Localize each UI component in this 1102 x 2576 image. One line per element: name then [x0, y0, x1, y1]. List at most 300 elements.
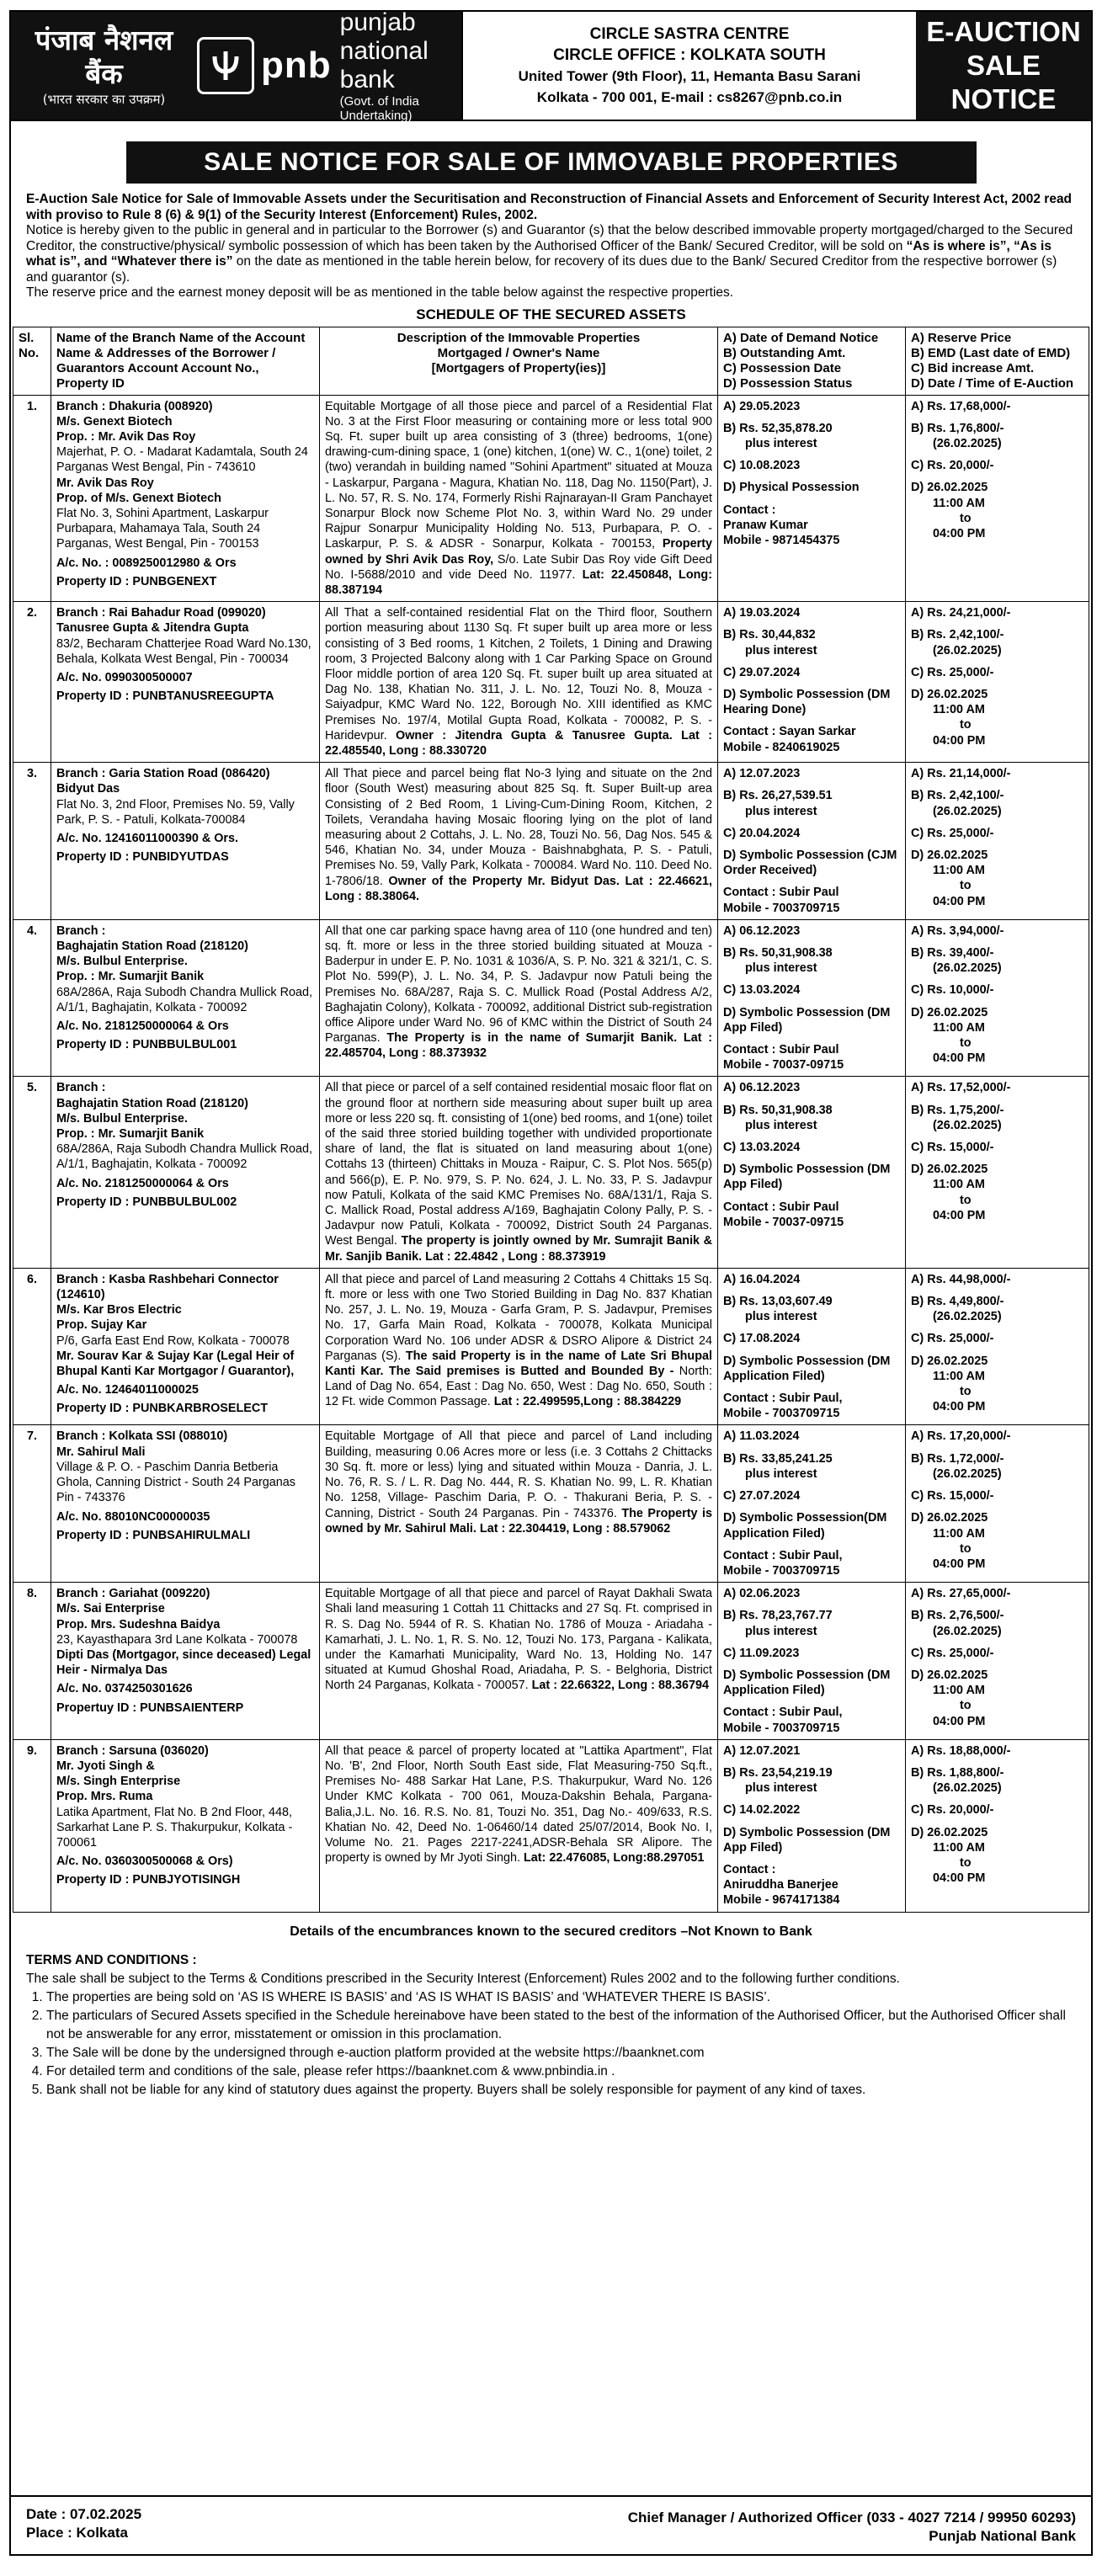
contact-mobile: Mobile - 7003709715: [723, 1563, 840, 1578]
desc-latlong: Lat : 22.46621, Long : 88.38064.: [325, 874, 713, 903]
row-branch: [51, 763, 320, 920]
header-res-d: D) Date / Time of E-Auction: [911, 375, 1074, 391]
spacer: [723, 1855, 900, 1862]
header-dates-d: D) Possession Status: [723, 375, 853, 391]
auction-end: 04:00 PM: [933, 1871, 986, 1886]
spacer: [911, 841, 1083, 848]
table-body: [13, 395, 1089, 1912]
emd-value: Rs. 1,72,000/-: [927, 1451, 1004, 1466]
auction-start: 11:00 AM: [933, 496, 985, 510]
bid-increase-value: Rs. 20,000/-: [927, 1803, 994, 1818]
demand-date: A) 19.03.2024: [723, 606, 801, 620]
terms-item-1: 1. The properties are being sold on ‘AS IS WHERE IS BASIS’ and ‘AS IS WHAT IS BASIS’ and ‘WHATEVER THERE IS BASIS’.: [46, 1988, 1076, 2007]
possession-status-value: Symbolic Possession (CJM Order Received): [723, 848, 897, 878]
reserve-price-value: Rs. 3,94,000/-: [927, 923, 1004, 938]
auction-to: to: [960, 1855, 972, 1870]
branch-line: Property ID : PUNBIDYUTDAS: [56, 850, 229, 865]
bid-increase: C) Rs. 20,000/-: [911, 459, 994, 473]
intro-paragraph-2: [26, 223, 1076, 285]
emd-amount: B) Rs. 2,76,500/-: [911, 1609, 1004, 1623]
possession-date: C) 20.04.2024: [723, 826, 801, 840]
desc-text: All that piece and parcel of Land measuring 2 Cottahs 4 Chittaks 15 Sq. ft. more or less with one Two Storied Building in Dag No. 837 Khatian No. 257, J. L. No. 19, Mouza - Garfa Gram, P. S. Jadavpur, Premises No. 17, Garfa Main Road, Kolkata - 700078, Kolkata Municipal Corporation Ward No. 106 under ADSR & DSRO Alipore & District 24 Parganas (S).: [325, 1272, 712, 1363]
demand-date-value: 06.12.2023: [739, 1081, 801, 1095]
auction-date-value: 26.02.2025: [927, 1163, 988, 1177]
spacer: [723, 1796, 900, 1802]
contact-mobile: Mobile - 70037-09715: [723, 1215, 844, 1229]
banner-wrap: [11, 121, 1091, 192]
row-branch: [51, 1268, 320, 1425]
bid-increase: C) Rs. 25,000/-: [911, 665, 994, 679]
schedule-title: SCHEDULE OF THE SECURED ASSETS: [416, 306, 686, 322]
auction-end: 04:00 PM: [933, 733, 986, 748]
branch-line: Bidyut Das: [56, 782, 120, 796]
branch-line: 83/2, Becharam Chatterjee Road Ward No.130, Behala, Kolkata West Bengal, Pin - 700034: [56, 636, 311, 666]
outstanding-amt: B) Rs. 52,35,878.20: [723, 421, 833, 435]
header-dates-b: B) Outstanding Amt.: [723, 345, 846, 360]
branch-line: Branch : Kasba Rashbehari Connector (124610): [56, 1272, 279, 1302]
auction-start: 11:00 AM: [933, 1020, 985, 1035]
spacer: [723, 1818, 900, 1825]
branch-line: 68A/286A, Raja Subodh Chandra Mullick Road, A/1/1, Baghajatin, Kolkata - 700092: [56, 1142, 312, 1172]
auction-date: D) 26.02.2025: [911, 848, 988, 862]
spacer: [911, 1324, 1083, 1331]
desc-tail: [673, 729, 681, 742]
reserve-price: A) Rs. 21,14,000/-: [911, 767, 1011, 781]
spacer: [723, 819, 900, 826]
row-reserve: [906, 1268, 1089, 1425]
spacer: [723, 939, 900, 945]
desc-text: All That piece and parcel being flat No-3 lying and situate on the 2nd floor (South West) measuring about 825 Sq. ft. Super Built-up area Consisting of 2 Bed Room, 1 Living-Cum-Dining Room, Kitchen, 2 Toilets, Verandaha having Mosaic flooring lying on the plot of land measuring about 2 Cottahs, J. L. No. 28, Touzi No. 56, Dag Nos. 545 & 546, Khatian No. 34, under Mouza - Baishnabghata, P. S. - Patuli, Premises No. 59, Vally Park, Kolkata - 700084. Ward No. 110. Deed No. 1-7806/18.: [325, 767, 712, 888]
spacer: [723, 473, 900, 480]
branch-line: Property ID : PUNBKARBROSELECT: [56, 1402, 269, 1416]
spacer: [723, 841, 900, 848]
auction-date: D) 26.02.2025: [911, 1668, 988, 1682]
outstanding-interest: plus interest: [745, 961, 817, 976]
table-row: [13, 1583, 1089, 1740]
header-res-c: C) Bid increase Amt.: [911, 360, 1035, 375]
intro-paragraph-3: The reserve price and the earnest money deposit will be as mentioned in the table below against the respective properties.: [26, 285, 734, 300]
row-sl: 3.: [13, 763, 51, 920]
possession-status: D) Symbolic Possession (CJM Order Received): [723, 848, 897, 878]
outstanding-amt: B) Rs. 33,85,241.25: [723, 1451, 833, 1466]
contact-mobile: Mobile - 70037-09715: [723, 1058, 844, 1072]
row-dates: [718, 919, 906, 1077]
auction-start: 11:00 AM: [933, 1840, 985, 1855]
spacer: [723, 1661, 900, 1668]
row-reserve: [906, 763, 1089, 920]
footer-date: Date : 07.02.2025: [26, 2506, 142, 2522]
outstanding-interest: plus interest: [745, 1781, 817, 1796]
branch-line: A/c. No. 88010NC00000035: [56, 1509, 210, 1524]
row-description: [320, 763, 718, 920]
spacer: [911, 1504, 1083, 1510]
spacer: [911, 680, 1083, 687]
auction-date: D) 26.02.2025: [911, 1163, 988, 1177]
contact-label: Contact : Subir Paul: [723, 1200, 839, 1214]
auction-start: 11:00 AM: [933, 1684, 985, 1698]
emd-value: Rs. 4,49,800/-: [927, 1295, 1004, 1309]
outstanding-interest: plus interest: [745, 436, 817, 450]
row-branch: [51, 1077, 320, 1268]
branch-line: Branch :: [56, 923, 106, 938]
notice-banner: SALE NOTICE FOR SALE OF IMMOVABLE PROPERTIES: [126, 141, 977, 184]
header-desc-2: Mortgaged / Owner's Name: [437, 345, 600, 360]
spacer: [723, 1639, 900, 1646]
outstanding-amt: B) Rs. 30,44,832: [723, 628, 816, 642]
pnb-emblem-icon: [197, 37, 254, 94]
branch-line: Property ID : PUNBBULBUL001: [56, 1038, 237, 1052]
emd-date: (26.02.2025): [933, 1781, 1002, 1796]
spacer: [911, 819, 1083, 826]
row-sl: 6.: [13, 1268, 51, 1425]
row-dates: [718, 1583, 906, 1740]
possession-status: D) Symbolic Possession(DM Application Filed): [723, 1511, 887, 1541]
demand-date-value: 16.04.2024: [739, 1272, 801, 1286]
table-header-row: [13, 327, 1089, 395]
spacer: [911, 451, 1083, 458]
spacer: [911, 473, 1083, 480]
table-row: [13, 1268, 1089, 1425]
branch-line: A/c. No. 2181250000064 & Ors: [56, 1019, 229, 1034]
bid-increase-value: Rs. 25,000/-: [927, 665, 994, 679]
header-dates: [718, 327, 906, 395]
possession-date: C) 29.07.2024: [723, 665, 801, 679]
contact-label: Contact :: [723, 503, 776, 517]
possession-date-value: 13.03.2024: [739, 983, 801, 998]
logo-hindi-name: पंजाब नैशनल बैंक: [35, 24, 173, 90]
branch-line: Prop. : Mr. Sumarjit Banik: [56, 1127, 205, 1142]
reserve-price: A) Rs. 44,98,000/-: [911, 1272, 1011, 1286]
possession-date-value: 27.07.2024: [739, 1489, 801, 1504]
auction-date-value: 26.02.2025: [927, 687, 988, 701]
branch-line: Prop. : Mr. Avik Das Roy: [56, 429, 196, 444]
emd-value: Rs. 2,42,100/-: [927, 789, 1004, 803]
desc-latlong: Lat: 22.450848, Long: 88.387194: [325, 567, 712, 597]
branch-line: M/s. Bulbul Enterprise.: [56, 955, 188, 969]
contact-mobile: Mobile - 7003709715: [723, 1407, 840, 1421]
row-sl: 8.: [13, 1583, 51, 1740]
contact-label: Contact : Sayan Sarkar: [723, 725, 856, 739]
contact-mobile: Mobile - 8240619025: [723, 740, 840, 754]
logo-english: [340, 8, 455, 123]
terms-section: [11, 1951, 1091, 2100]
spacer: [723, 1193, 900, 1200]
spacer: [911, 1482, 1083, 1488]
logo-hindi-sub: (भारत सरकार का उपक्रम): [42, 92, 166, 107]
row-reserve: [906, 1077, 1089, 1268]
emd-date: (26.02.2025): [933, 436, 1002, 450]
row-description: [320, 1425, 718, 1583]
row-dates: [718, 763, 906, 920]
reserve-price-value: Rs. 27,65,000/-: [927, 1587, 1011, 1601]
spacer: [911, 1601, 1083, 1608]
desc-text: All that peace & parcel of property located at "Lattika Apartment", Flat No. 'B', 2nd Floor, North South East side, Flat Measuring-750 Sq.ft., Premises No- 488 Sarkar Hat Lane, P.S. Thakurpukur, Ward No. 126 Under KMC Kolkata - 700 061, Mouza-Dakshin Behala, Pargana-Balia,J.L. No. 16. R.S. No. 81, Touzi No. 351, Dag No.- 409/633, R.S. Khatian No. 42, Deed No. 1-06460/14 dated 25/07/2014, Book No. I, Volume No. 21. Pages 2217-2241,ADSR-Behala SR Alipore. The property is owned by Mr Jyoti Singh.: [325, 1743, 712, 1865]
footer: [11, 2495, 1091, 2554]
branch-line: Prop. Mrs. Sudeshna Baidya: [56, 1617, 221, 1631]
contact-mobile: Mobile - 9871454375: [723, 533, 840, 547]
outstanding-interest: plus interest: [745, 1118, 817, 1132]
row-dates: [718, 1077, 906, 1268]
spacer: [723, 1384, 900, 1391]
possession-date: C) 13.03.2024: [723, 983, 801, 998]
spacer: [911, 1445, 1083, 1451]
table-row: [13, 395, 1089, 602]
desc-text: All That a self-contained residential Flat on the Third floor, Southern portion measuring about 1130 Sq. Ft super built up area more or less consisting of 3 Bed rooms, 1 Kitchen, 2 Toilets, 1 Dining and Drawing room, 3 Projected Balcony along with 1 Car Parking Space on Ground Floor middle portion of area 120 Sq. Ft. super built up area situated at Dag No. 138, Khatian No. 311, J. L. No. 12, Touzi No. 8, Mouza - Saiyadpur, KMC Ward No. 122, Borough No. XIII identified as KMC Premises No. 197/4, Motilal Gupta Road, Kolkata - 700082, P. S. - Haridevpur.: [325, 606, 712, 742]
spacer: [723, 1133, 900, 1140]
auction-date: D) 26.02.2025: [911, 687, 988, 701]
possession-date-value: 17.08.2024: [739, 1332, 801, 1346]
footer-left: [26, 2505, 141, 2542]
branch-line: Property ID : PUNBBULBUL002: [56, 1195, 237, 1209]
possession-status: D) Symbolic Possession (DM App Filed): [723, 1825, 891, 1855]
demand-date: A) 12.07.2023: [723, 767, 801, 781]
branch-line: Mr. Sahirul Mali: [56, 1445, 146, 1459]
reserve-price: A) Rs. 18,88,000/-: [911, 1743, 1011, 1758]
outstanding-value: Rs. 78,23,767.77: [739, 1609, 833, 1623]
bid-increase-value: Rs. 10,000/-: [927, 983, 994, 998]
spacer: [911, 1133, 1083, 1140]
branch-line: A/c. No. 0374250301626: [56, 1682, 193, 1696]
auction-to: to: [960, 1541, 972, 1556]
auction-end: 04:00 PM: [933, 894, 986, 908]
row-dates: [718, 1425, 906, 1583]
branch-line: Branch : Garia Station Road (086420): [56, 767, 270, 781]
outstanding-amt: B) Rs. 50,31,908.38: [723, 1103, 833, 1117]
reserve-price: A) Rs. 27,65,000/-: [911, 1587, 1011, 1601]
auction-date: D) 26.02.2025: [911, 481, 988, 495]
branch-line: Propertuy ID : PUNBSAIENTERP: [56, 1700, 244, 1715]
spacer: [723, 717, 900, 724]
auction-end: 04:00 PM: [933, 1557, 986, 1571]
encumbrance-note: Details of the encumbrances known to the secured creditors –Not Known to Bank: [290, 1924, 812, 1939]
emd-value: Rs. 1,88,800/-: [927, 1765, 1004, 1780]
outstanding-value: Rs. 13,03,607.49: [739, 1295, 833, 1309]
table-row: [13, 919, 1089, 1077]
demand-date: A) 12.07.2021: [723, 1743, 801, 1758]
branch-line: A/c. No. 2181250000064 & Ors: [56, 1176, 229, 1190]
header-desc-3: [Mortgagers of Property(ies)]: [431, 360, 606, 375]
row-dates: [718, 1739, 906, 1912]
auction-start: 11:00 AM: [933, 1178, 985, 1192]
demand-date: A) 06.12.2023: [723, 1081, 801, 1095]
branch-line: A/c. No. 12416011000390 & Ors.: [56, 831, 239, 845]
demand-date-value: 11.03.2024: [739, 1429, 800, 1444]
auction-end: 04:00 PM: [933, 1714, 986, 1728]
branch-line: 23, Kayasthapara 3rd Lane Kolkata - 700078: [56, 1632, 298, 1647]
outstanding-interest: plus interest: [745, 804, 817, 818]
spacer: [911, 998, 1083, 1005]
spacer: [723, 620, 900, 627]
outstanding-value: Rs. 30,44,832: [739, 628, 816, 642]
spacer: [723, 1541, 900, 1548]
terms-title: TERMS AND CONDITIONS :: [26, 1952, 197, 1967]
row-sl: 4.: [13, 919, 51, 1077]
demand-date: A) 29.05.2023: [723, 399, 801, 413]
emd-value: Rs. 2,42,100/-: [927, 628, 1004, 642]
branch-line: M/s. Sai Enterprise: [56, 1602, 165, 1616]
spacer: [723, 1698, 900, 1705]
desc-latlong: Lat : 22.499595,Long : 88.384229: [493, 1395, 682, 1409]
outstanding-interest: plus interest: [745, 643, 817, 657]
intro-p2-c: on the date as mentioned in the table herein below, for recovery of its dues due to the Bank/ Secured Creditor from the respective borrower (s) and guarantor (s).: [26, 254, 1057, 285]
possession-date: C) 14.02.2022: [723, 1803, 801, 1818]
row-reserve: [906, 919, 1089, 1077]
assets-table: [13, 327, 1089, 1913]
branch-line: Village & P. O. - Paschim Danria Betberia Ghola, Canning District - South 24 Parganas Pin - 743376: [56, 1460, 295, 1505]
spacer: [723, 878, 900, 885]
possession-status: D) Symbolic Possession (DM App Filed): [723, 1005, 891, 1035]
spacer: [911, 1818, 1083, 1825]
row-description: [320, 1268, 718, 1425]
bid-increase-value: Rs. 25,000/-: [927, 1646, 994, 1660]
bid-increase: C) Rs. 10,000/-: [911, 983, 994, 998]
logo-english-sub: (Govt. of India Undertaking): [339, 94, 419, 123]
branch-line: Majerhat, P. O. - Madarat Kadamtala, South 24 Parganas West Bengal, Pin - 743610: [56, 445, 308, 475]
possession-status: D) Symbolic Possession (DM Application Filed): [723, 1354, 891, 1383]
branch-line: Prop. : Mr. Sumarjit Banik: [56, 970, 205, 984]
row-sl: 1.: [13, 395, 51, 602]
demand-date-value: 29.05.2023: [739, 399, 801, 413]
spacer: [723, 1759, 900, 1765]
possession-date: C) 27.07.2024: [723, 1489, 801, 1504]
reserve-price-value: Rs. 21,14,000/-: [927, 767, 1011, 781]
auction-date-value: 26.02.2025: [927, 1511, 988, 1525]
row-reserve: [906, 602, 1089, 763]
possession-status-value: Symbolic Possession (DM Application Filed): [723, 1668, 891, 1698]
logo-hindi: [18, 24, 190, 108]
table-row: [13, 1077, 1089, 1268]
reserve-price-value: Rs. 44,98,000/-: [927, 1272, 1011, 1286]
branch-line: Branch : Sarsuna (036020): [56, 1743, 209, 1758]
emd-date: (26.02.2025): [933, 1466, 1002, 1481]
table-row: [13, 763, 1089, 920]
bid-increase: C) Rs. 25,000/-: [911, 1646, 994, 1660]
possession-status-value: Symbolic Possession (DM Application Filed): [723, 1354, 891, 1383]
branch-line: Property ID : PUNBSAHIRULMALI: [56, 1528, 251, 1542]
row-sl: 5.: [13, 1077, 51, 1268]
auction-date-value: 26.02.2025: [927, 1005, 988, 1019]
bid-increase: C) Rs. 25,000/-: [911, 826, 994, 840]
row-reserve: [906, 1739, 1089, 1912]
outstanding-amt: B) Rs. 13,03,607.49: [723, 1295, 833, 1309]
header: [11, 8, 1091, 123]
auction-to: to: [960, 1699, 972, 1713]
row-description: [320, 395, 718, 602]
possession-status: D) Symbolic Possession (DM Hearing Done): [723, 687, 891, 717]
auction-date: D) 26.02.2025: [911, 1825, 988, 1839]
bid-increase-value: Rs. 15,000/-: [927, 1489, 994, 1504]
desc-latlong: Lat : 22.485704, Long : 88.373932: [325, 1031, 713, 1061]
emd-date: (26.02.2025): [933, 961, 1002, 976]
possession-date-value: 11.09.2023: [739, 1646, 800, 1660]
terms-lead: The sale shall be subject to the Terms & Conditions prescribed in the Security Interest (Enforcement) Rules 2002 and to the following further conditions.: [26, 1971, 900, 1986]
desc-text: Equitable Mortgage of all those piece and parcel of a Residential Flat No. 3 at the First Floor measuring or containing more or less total 900 Sq. Ft. super built up area consisting of 3 (three) bedrooms, 1(one) drawing-cum-dining space, 1 (one) kitchen, 1(one) W. C., 1(one) toilet, 2 (two) verandah in building named "Sohini Apartment" situated at Mouza - Laskarpur, Pargana - Magura, Khatian No. 118, Dag No. 1150(Part), J. L. No. 57, R. S. No. 174, Formerly Rishi Rajnarayan-II Gram Panchayet Sonarpur Block now Scheme Plot No. 3, within Ward No. 29 under Rajpur Sonarpur Municipality Holding No. 513, Purbapara, P. O. - Laskarpur, P. S. & ADSR - Sonarpur, Kolkata - 700153,: [325, 399, 712, 551]
auction-date-value: 26.02.2025: [927, 1668, 988, 1682]
emd-amount: B) Rs. 39,400/-: [911, 946, 994, 960]
row-dates: [718, 395, 906, 602]
auction-to: to: [960, 1193, 972, 1207]
row-reserve: [906, 1425, 1089, 1583]
row-reserve: [906, 395, 1089, 602]
bid-increase: C) Rs. 20,000/-: [911, 1803, 994, 1818]
branch-line: Prop. of M/s. Genext Biotech: [56, 491, 221, 505]
circle-line-3: United Tower (9th Floor), 11, Hemanta Basu Sarani: [518, 68, 861, 84]
reserve-price: A) Rs. 17,52,000/-: [911, 1081, 1011, 1095]
desc-text: All that one car parking space havng area of 110 (one hundred and ten) sq. ft. more or less in the three storied building situated at Mouza - Baderpur in under E. P. No. 1031 & 1036/A, S. P. No. 321 & 321/1, C. S. Plot No. 599(P), J. L. No. 34, P. S. Jadavpur now Patuli being the Premises No. 68A/287, Raja S. C. Mullick Road (Postal Address A/2, Baghajatin Colony), Kolkata - 700092, additional District sub-registration office Alipore under Ward No. 96 of KMC within the District of South 24 Parganas.: [325, 923, 712, 1046]
footer-officer: Chief Manager / Authorized Officer (033 - 4027 7214 / 99950 60293): [627, 2509, 1076, 2525]
row-branch: [51, 919, 320, 1077]
header-reserve: [906, 327, 1089, 395]
branch-line: A/c. No. 0990300500007: [56, 670, 193, 684]
emd-amount: B) Rs. 1,88,800/-: [911, 1765, 1004, 1780]
auction-end: 04:00 PM: [933, 526, 986, 540]
desc-tail: [677, 1031, 684, 1045]
possession-status: D) Symbolic Possession (DM App Filed): [723, 1163, 891, 1192]
eauction-line-1: E-AUCTION: [926, 16, 1081, 47]
demand-date: A) 06.12.2023: [723, 923, 801, 938]
branch-line: Branch : Kolkata SSI (088010): [56, 1429, 228, 1444]
auction-to: to: [960, 1036, 972, 1051]
auction-date-value: 26.02.2025: [927, 848, 988, 862]
spacer: [911, 1096, 1083, 1103]
branch-line: Tanusree Gupta & Jitendra Gupta: [56, 621, 249, 636]
branch-line: Mr. Sourav Kar & Sujay Kar (Legal Heir of Bhupal Kanti Kar Mortgagor / Guarantor),: [56, 1349, 295, 1379]
desc-latlong: Lat : 22.485540, Long : 88.330720: [325, 728, 712, 758]
outstanding-value: Rs. 33,85,241.25: [739, 1451, 833, 1466]
reserve-price: A) Rs. 3,94,000/-: [911, 923, 1004, 938]
reserve-price-value: Rs. 18,88,000/-: [927, 1743, 1011, 1758]
circle-line-1: CIRCLE SASTRA CENTRE: [589, 25, 790, 43]
possession-date: C) 17.08.2024: [723, 1332, 801, 1346]
bid-increase: C) Rs. 15,000/-: [911, 1489, 994, 1504]
desc-text: Equitable Mortgage of All that piece and parcel of Land including Building, measuring 0.06 Acres more or less (i.e. 3 Cottahs 2 Chittacks 30 Sq. ft. more or less) lying and situated within Mouza - Danria, J. L. No. 76, R. S. / L. R. Dag No. 444, R. S. Khatian No. 99, L. R. Khatian No. 1258, Village- Paschim Daria, P. O. - Thakurani Beria, P. S. - Canning, District - South 24 Parganas. Pin - 743376.: [325, 1429, 712, 1520]
demand-date: A) 16.04.2024: [723, 1272, 801, 1286]
desc-tail: S/o. Late Subir Das Roy vide Gift Deed No. I-5688/2010 and vide Deed No. 11977.: [325, 552, 713, 582]
bid-increase-value: Rs. 25,000/-: [927, 1332, 994, 1346]
auction-date: D) 26.02.2025: [911, 1354, 988, 1368]
header-description: [320, 327, 718, 395]
auction-end: 04:00 PM: [933, 1208, 986, 1222]
emd-value: Rs. 1,75,200/-: [927, 1103, 1004, 1117]
spacer: [723, 1601, 900, 1608]
emd-date: (26.02.2025): [933, 804, 1002, 818]
branch-line: A/c. No. 12464011000025: [56, 1383, 199, 1397]
bid-increase-value: Rs. 25,000/-: [927, 826, 994, 840]
auction-date: D) 26.02.2025: [911, 1511, 988, 1525]
spacer: [723, 1324, 900, 1331]
row-description: [320, 919, 718, 1077]
spacer: [911, 939, 1083, 945]
auction-to: to: [960, 1385, 972, 1399]
branch-line: Branch :: [56, 1081, 106, 1095]
outstanding-value: Rs. 52,35,878.20: [739, 421, 833, 435]
emd-amount: B) Rs. 2,42,100/-: [911, 789, 1004, 803]
spacer: [723, 976, 900, 982]
outstanding-amt: B) Rs. 78,23,767.77: [723, 1609, 833, 1623]
spacer: [723, 781, 900, 788]
auction-date-value: 26.02.2025: [927, 1354, 988, 1368]
emd-value: Rs. 1,76,800/-: [927, 421, 1004, 435]
possession-date: C) 11.09.2023: [723, 1646, 800, 1660]
demand-date-value: 12.07.2023: [739, 767, 801, 781]
row-sl: 9.: [13, 1739, 51, 1912]
logo-pnb: pnb: [261, 45, 332, 86]
branch-line: Flat No. 3, Sohini Apartment, Laskarpur Purbapara, Mahamaya Tala, South 24 Parganas, West Bengal, Pin - 700153: [56, 506, 269, 551]
row-description: [320, 1077, 718, 1268]
branch-line: M/s. Kar Bros Electric: [56, 1303, 182, 1317]
desc-latlong: Lat : 22.304419, Long : 88.579062: [479, 1521, 671, 1535]
terms-list: [26, 1988, 1076, 2100]
